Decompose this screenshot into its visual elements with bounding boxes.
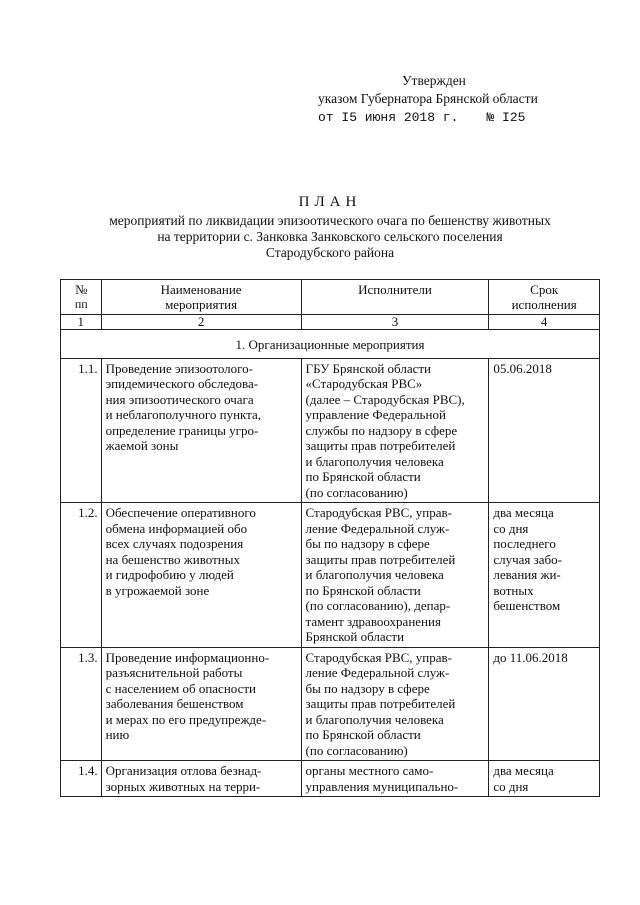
text-line: и благополучия человека (305, 453, 444, 469)
text-line: заболевания бешенством (105, 696, 244, 711)
text-line: вотных (493, 582, 534, 598)
header-name-line: Наименование (160, 282, 242, 297)
text-line: и мерах по его предупрежде- (105, 711, 267, 727)
text-line: Проведение эпизоотолого- (105, 360, 254, 376)
text-line: Обеспечение оперативного (105, 505, 256, 520)
text-line: по Брянской области (305, 582, 421, 598)
text-line: Стародубская РВС, управ- (305, 505, 452, 520)
row-term (489, 761, 600, 797)
text-line: Организация отлова безнад- (105, 763, 262, 778)
row-number: 1.3. (61, 647, 102, 761)
text-line: службы по надзору в сфере (305, 422, 458, 438)
header-term-line: исполнения (511, 297, 577, 312)
text-line: органы местного само- (305, 763, 434, 778)
text-line: Проведение информационно- (105, 649, 270, 665)
text-line: защиты прав потребителей (305, 438, 456, 453)
text-line: Стародубская РВС, управ- (305, 649, 452, 665)
text-line: бы по надзору в сфере (305, 536, 430, 551)
text-line: и благополучия человека (305, 567, 444, 582)
section-title: 1. Организационные мероприятия (61, 330, 600, 359)
text-line: левания жи- (493, 567, 561, 582)
header-term-line: Срок (530, 282, 559, 297)
text-line: в угрожаемой зоне (105, 582, 210, 598)
text-line: со дня (493, 778, 529, 794)
approval-line2: указом Губернатора Брянской области (318, 91, 538, 106)
col-number: 2 (101, 315, 301, 330)
text-line: разъяснительной работы (105, 665, 243, 680)
row-executors (301, 761, 489, 797)
row-name (101, 647, 301, 761)
text-line: защиты прав потребителей (305, 551, 456, 567)
approval-date-line (318, 108, 538, 127)
row-number: 1.1. (61, 358, 102, 503)
row-term (489, 503, 600, 648)
document-title (60, 194, 600, 261)
approval-block (318, 72, 538, 127)
header-name (101, 280, 301, 315)
text-line: эпидемического обследова- (105, 376, 259, 391)
text-line: со дня (493, 520, 529, 536)
row-term (489, 647, 600, 761)
title-line2: на территории с. Занковка Занковского сельского поселения (157, 229, 503, 244)
text-line: управления муниципально- (305, 778, 459, 794)
row-name (101, 358, 301, 503)
text-line: с населением об опасности (105, 680, 257, 696)
text-line: тамент здравоохранения (305, 613, 441, 629)
table-row (61, 358, 600, 503)
column-number-row (61, 315, 600, 330)
row-term (489, 358, 600, 503)
text-line: до 11.06.2018 (493, 649, 568, 665)
header-name-line: мероприятия (165, 297, 238, 312)
text-line: жаемой зоны (105, 438, 179, 453)
text-line: (далее – Стародубская РВС), (305, 391, 465, 407)
table-row (61, 761, 600, 797)
text-line: по Брянской области (305, 469, 421, 484)
approval-line1: Утвержден (402, 73, 466, 88)
row-name (101, 761, 301, 797)
text-line: «Стародубская РВС» (305, 376, 423, 391)
text-line: ния эпизоотического очага (105, 391, 254, 407)
text-line: всех случаях подозрения (105, 536, 244, 551)
text-line: обмена информацией обо (105, 520, 248, 536)
table-row (61, 503, 600, 648)
text-line: и гидрофобию у людей (105, 567, 234, 582)
text-line: бешенством (493, 598, 561, 613)
row-executors (301, 358, 489, 503)
plan-table (60, 279, 600, 797)
title-line3: Стародубского района (265, 245, 395, 260)
approval-number: № І25 (486, 110, 526, 125)
row-number: 1.2. (61, 503, 102, 648)
text-line: определение границы угро- (105, 422, 259, 438)
table-header-row (61, 280, 600, 315)
text-line: случая забо- (493, 551, 562, 567)
header-num (61, 280, 102, 315)
text-line: ление Федеральной служ- (305, 665, 450, 680)
text-line: два месяца (493, 505, 554, 520)
text-line: (по согласованию) (305, 484, 408, 500)
title-plan: ПЛАН (298, 194, 362, 210)
row-number: 1.4. (61, 761, 102, 797)
text-line: и благополучия человека (305, 711, 444, 727)
text-line: Брянской области (305, 629, 405, 644)
text-line: (по согласованию) (305, 742, 408, 758)
table-row (61, 647, 600, 761)
title-line1: мероприятий по ликвидации эпизоотического очага по бешенству животных (109, 213, 551, 228)
text-line: защиты прав потребителей (305, 696, 456, 711)
text-line: и неблагополучного пункта, (105, 407, 262, 422)
col-number: 4 (489, 315, 600, 330)
approval-date: от І5 июня 2018 г. (318, 110, 459, 125)
text-line: по Брянской области (305, 727, 421, 742)
row-executors (301, 503, 489, 648)
text-line: на бешенство животных (105, 551, 240, 567)
text-line: ление Федеральной служ- (305, 520, 450, 536)
header-term (489, 280, 600, 315)
text-line: бы по надзору в сфере (305, 680, 430, 696)
row-executors (301, 647, 489, 761)
col-number: 3 (301, 315, 489, 330)
text-line: два месяца (493, 763, 554, 778)
header-num-line: пп (74, 297, 88, 311)
header-num-line: № (75, 282, 88, 297)
header-exec (301, 280, 489, 315)
text-line: (по согласованию), депар- (305, 598, 451, 613)
col-number: 1 (61, 315, 102, 330)
text-line: ГБУ Брянской области (305, 360, 432, 376)
section-row (61, 330, 600, 359)
text-line: 05.06.2018 (493, 360, 552, 376)
text-line: управление Федеральной (305, 407, 446, 422)
text-line: зорных животных на терри- (105, 778, 261, 794)
text-line: нию (105, 727, 130, 742)
header-exec-line: Исполнители (358, 282, 432, 297)
text-line: последнего (493, 536, 556, 551)
row-name (101, 503, 301, 648)
